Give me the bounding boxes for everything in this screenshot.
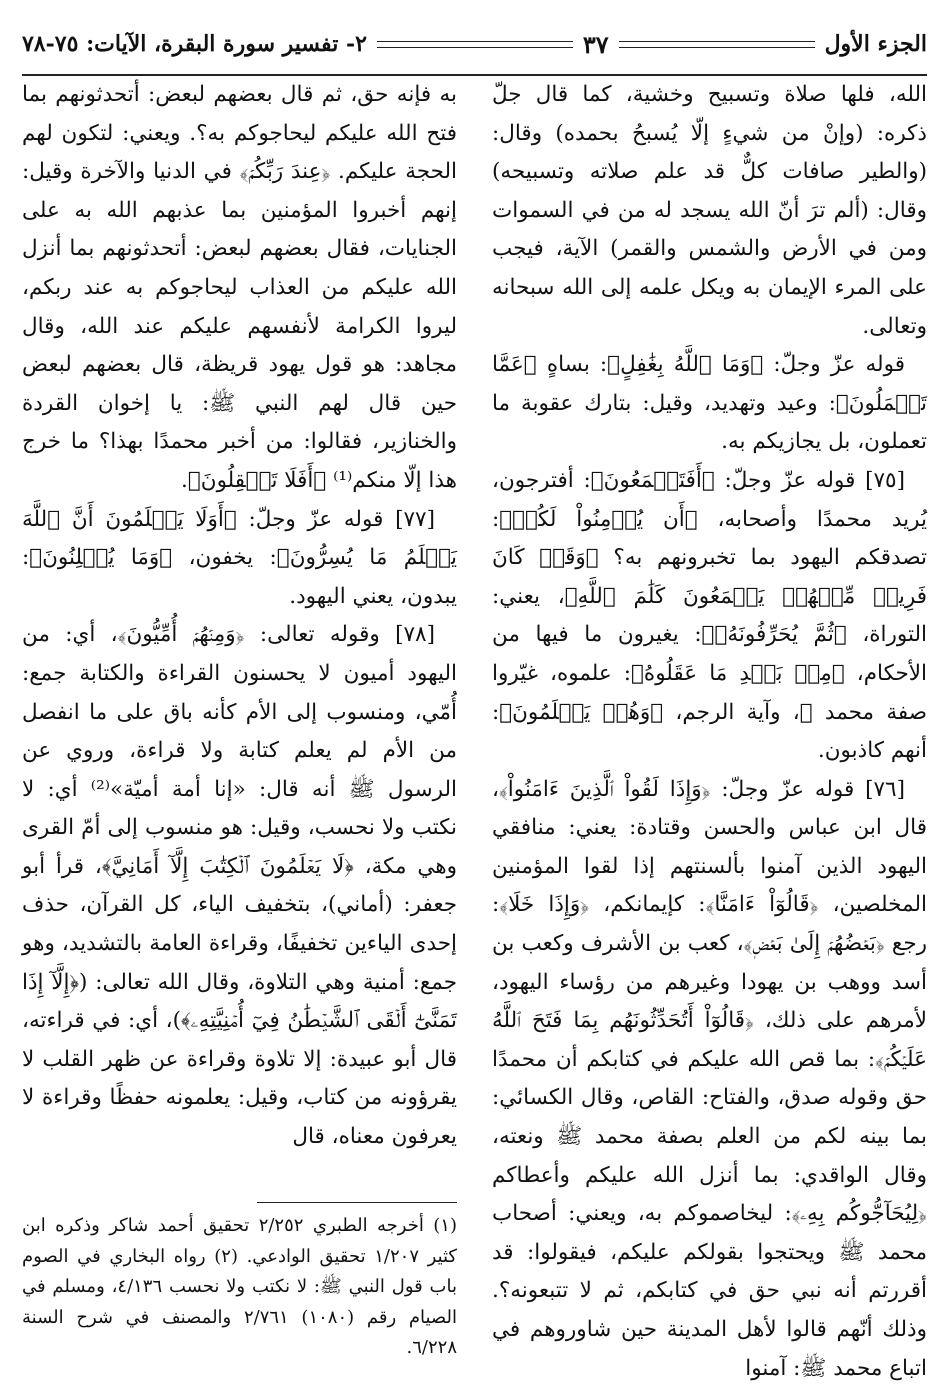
footnote-text: (١) أخرجه الطبري ٢/٢٥٢ تحقيق أحمد شاكر وذكره ابن كثير ١/٢٠٧ تحقيق الوادعي. (٢) رواه البخاري في الصوم باب قول النبي ﷺ: لا نكتب ولا نحسب ٤/١٣٦، ومسلم في الصيام رقم (١٠٨٠) ٢/٧٦١ والمصنف في شرح السنة ٦/٢٢٨. [22, 1215, 457, 1358]
paragraph: [٧٧] قوله عزّ وجلّ: ﴿أَوَلَا يَعۡلَمُونَ أَنَّ ٱللَّهَ يَعۡلَمُ مَا يُسِرُّونَ﴾: يخفون، ﴿وَمَا يُعۡلِنُونَ﴾: يبدون، يعني اليهود. [22, 506, 457, 609]
paragraph: قوله عزّ وجلّ: ﴿وَمَا ٱللَّهُ بِغَٰفِلٍ﴾: بساهٍ ﴿عَمَّا تَعۡمَلُونَ﴾: وعيد وتهديد، وقيل: بتارك عقوبة ما تعملون، بل يجازيكم به. [492, 352, 927, 455]
paragraph: [٧٥] قوله عزّ وجلّ: ﴿أَفَتَطۡمَعُونَ﴾: أفترجون، يُريد محمدًا وأصحابه، ﴿أَن يُؤۡمِنُواْ لَكُمۡ﴾: تصدقكم اليهود بما تخبرونهم به؟ ﴿وَقَدۡ كَانَ فَرِيقٞ مِّنۡهُمۡ يَسۡمَعُونَ كَلَٰمَ ٱللَّهِ﴾، يعني: التوراة، ﴿ثُمَّ يُحَرِّفُونَهُۥ﴾: يغيرون ما فيها من الأحكام، ﴿مِنۢ بَعۡدِ مَا عَقَلُوهُ﴾: علموه، غيّروا صفة محمد ﷺ، وآية الرجم، ﴿وَهُمۡ يَعۡلَمُونَ﴾: أنهم كاذبون. [492, 467, 927, 764]
paragraph: الله، فلها صلاة وتسبيح وخشية، كما قال جلّ ذكره: (وإنْ من شيءٍ إلّا يُسبحُ بحمده) وقال: (والطير صافات كلٌّ قد علم صلاته وتسبيحه) وقال: (ألم ترَ أنّ الله يسجد له من في السموات ومن في الأرض والشمس والقمر) الآية، فيجب على المرء الإيمان به ويكل علمه إلى الله سبحانه وتعالى. [492, 82, 927, 339]
paragraph: [٧٨] وقوله تعالى: ﴿وَمِنۡهُمۡ أُمِّيُّونَ﴾، أي: من اليهود أميون لا يحسنون القراءة والكتابة جمع: أُمّي، ومنسوب إلى الأم كأنه باق على ما انفصل من الأم لم يعلم كتابة ولا قراءة، وروي عن الرسول ﷺ أنه قال: «إنا أمة أميّة»⁽²⁾ أي: لا نكتب ولا نحسب، وقيل: هو منسوب إلى أمّ القرى وهي مكة، ﴿لَا يَعۡلَمُونَ ٱلۡكِتَٰبَ إِلَّآ أَمَانِيَّ﴾، قرأ أبو جعفر: (أماني)، بتخفيف الياء، كل القرآن، حذف إحدى الياءين تخفيفًا، وقراءة العامة بالتشديد، وهو جمع: أمنية وهي التلاوة، وقال الله تعالى: (﴿إِلَّآ إِذَا تَمَنَّىٰٓ أَلۡقَى ٱلشَّيۡطَٰنُ فِيٓ أُمۡنِيَّتِهِۦ﴾)، أي: في قراءته، قال أبو عبيدة: إلا تلاوة وقراءة عن ظهر القلب لا يقرؤونه من كتاب، وقيل: يعلمونه حفظًا وقراءة لا يعرفون معناه، قال [22, 622, 457, 1150]
footnote-divider [257, 1202, 457, 1203]
left-column [22, 76, 457, 1157]
paragraph: [٧٦] قوله عزّ وجلّ: ﴿وَإِذَا لَقُواْ ٱلَّذِينَ ءَامَنُواْ﴾، قال ابن عباس والحسن وقتادة: يعني: منافقي اليهود الذين آمنوا بألسنتهم إذا لقوا المؤمنين المخلصين، ﴿قَالُوٓاْ ءَامَنَّا﴾: كإيمانكم، ﴿وَإِذَا خَلَا﴾: رجع ﴿بَعۡضُهُمۡ إِلَىٰ بَعۡضٖ﴾، كعب بن الأشرف وكعب بن أسد ووهب بن يهودا وغيرهم من رؤساء اليهود، لأمرهم على ذلك، ﴿قَالُوٓاْ أَتُحَدِّثُونَهُم بِمَا فَتَحَ ٱللَّهُ عَلَيۡكُمۡ﴾: بما قص الله عليكم في كتابكم أن محمدًا حق وقوله صدق، والفتاح: القاص، وقال الكسائي: بما بينه لكم من العلم بصفة محمد ﷺ ونعته، وقال الواقدي: بما أنزل الله عليكم وأعطاكم ﴿لِيُحَآجُّوكُم بِهِۦ﴾: ليخاصموكم به، ويعني: أصحاب محمد ﷺ ويحتجوا بقولكم عليكم، فيقولوا: قد أقررتم أنه نبي حق في كتابكم، ثم لا تتبعونه؟. وذلك أنّهم قالوا لأهل المدينة حين شاوروهم في اتباع محمد ﷺ: آمنوا [492, 776, 927, 1381]
footnotes [22, 1190, 457, 1364]
header-rule-left [377, 41, 573, 48]
right-column [492, 76, 927, 1388]
page-header [22, 14, 927, 76]
header-rule-right [619, 41, 815, 48]
surah-title: ٢- تفسير سورة البقرة، الآيات: ٧٥-٧٨ [21, 31, 367, 57]
paragraph: به فإنه حق، ثم قال بعضهم لبعض: أتحدثونهم بما فتح الله عليكم ليحاجوكم به؟. ويعني: لتكون لهم الحجة عليكم. ﴿عِندَ رَبِّكُمۡ﴾ في الدنيا والآخرة وقيل: إنهم أخبروا المؤمنين بما عذبهم الله به على الجنايات، فقال بعضهم لبعض: أتحدثونهم بما أنزل الله عليكم من العذاب ليحاجوكم به عند ربكم، ليروا الكرامة لأنفسهم عليكم عند الله، وقال مجاهد: هو قول يهود قريظة، قال بعضهم لبعض حين قال لهم النبي ﷺ: يا إخوان القردة والخنازير، فقالوا: من أخبر محمدًا بهذا؟ ما خرج هذا إلّا منكم⁽¹⁾ ﴿أَفَلَا تَعۡقِلُونَ﴾. [22, 82, 457, 493]
page-number: ٣٧ [582, 29, 609, 59]
part-title: الجزء الأول [824, 31, 927, 57]
